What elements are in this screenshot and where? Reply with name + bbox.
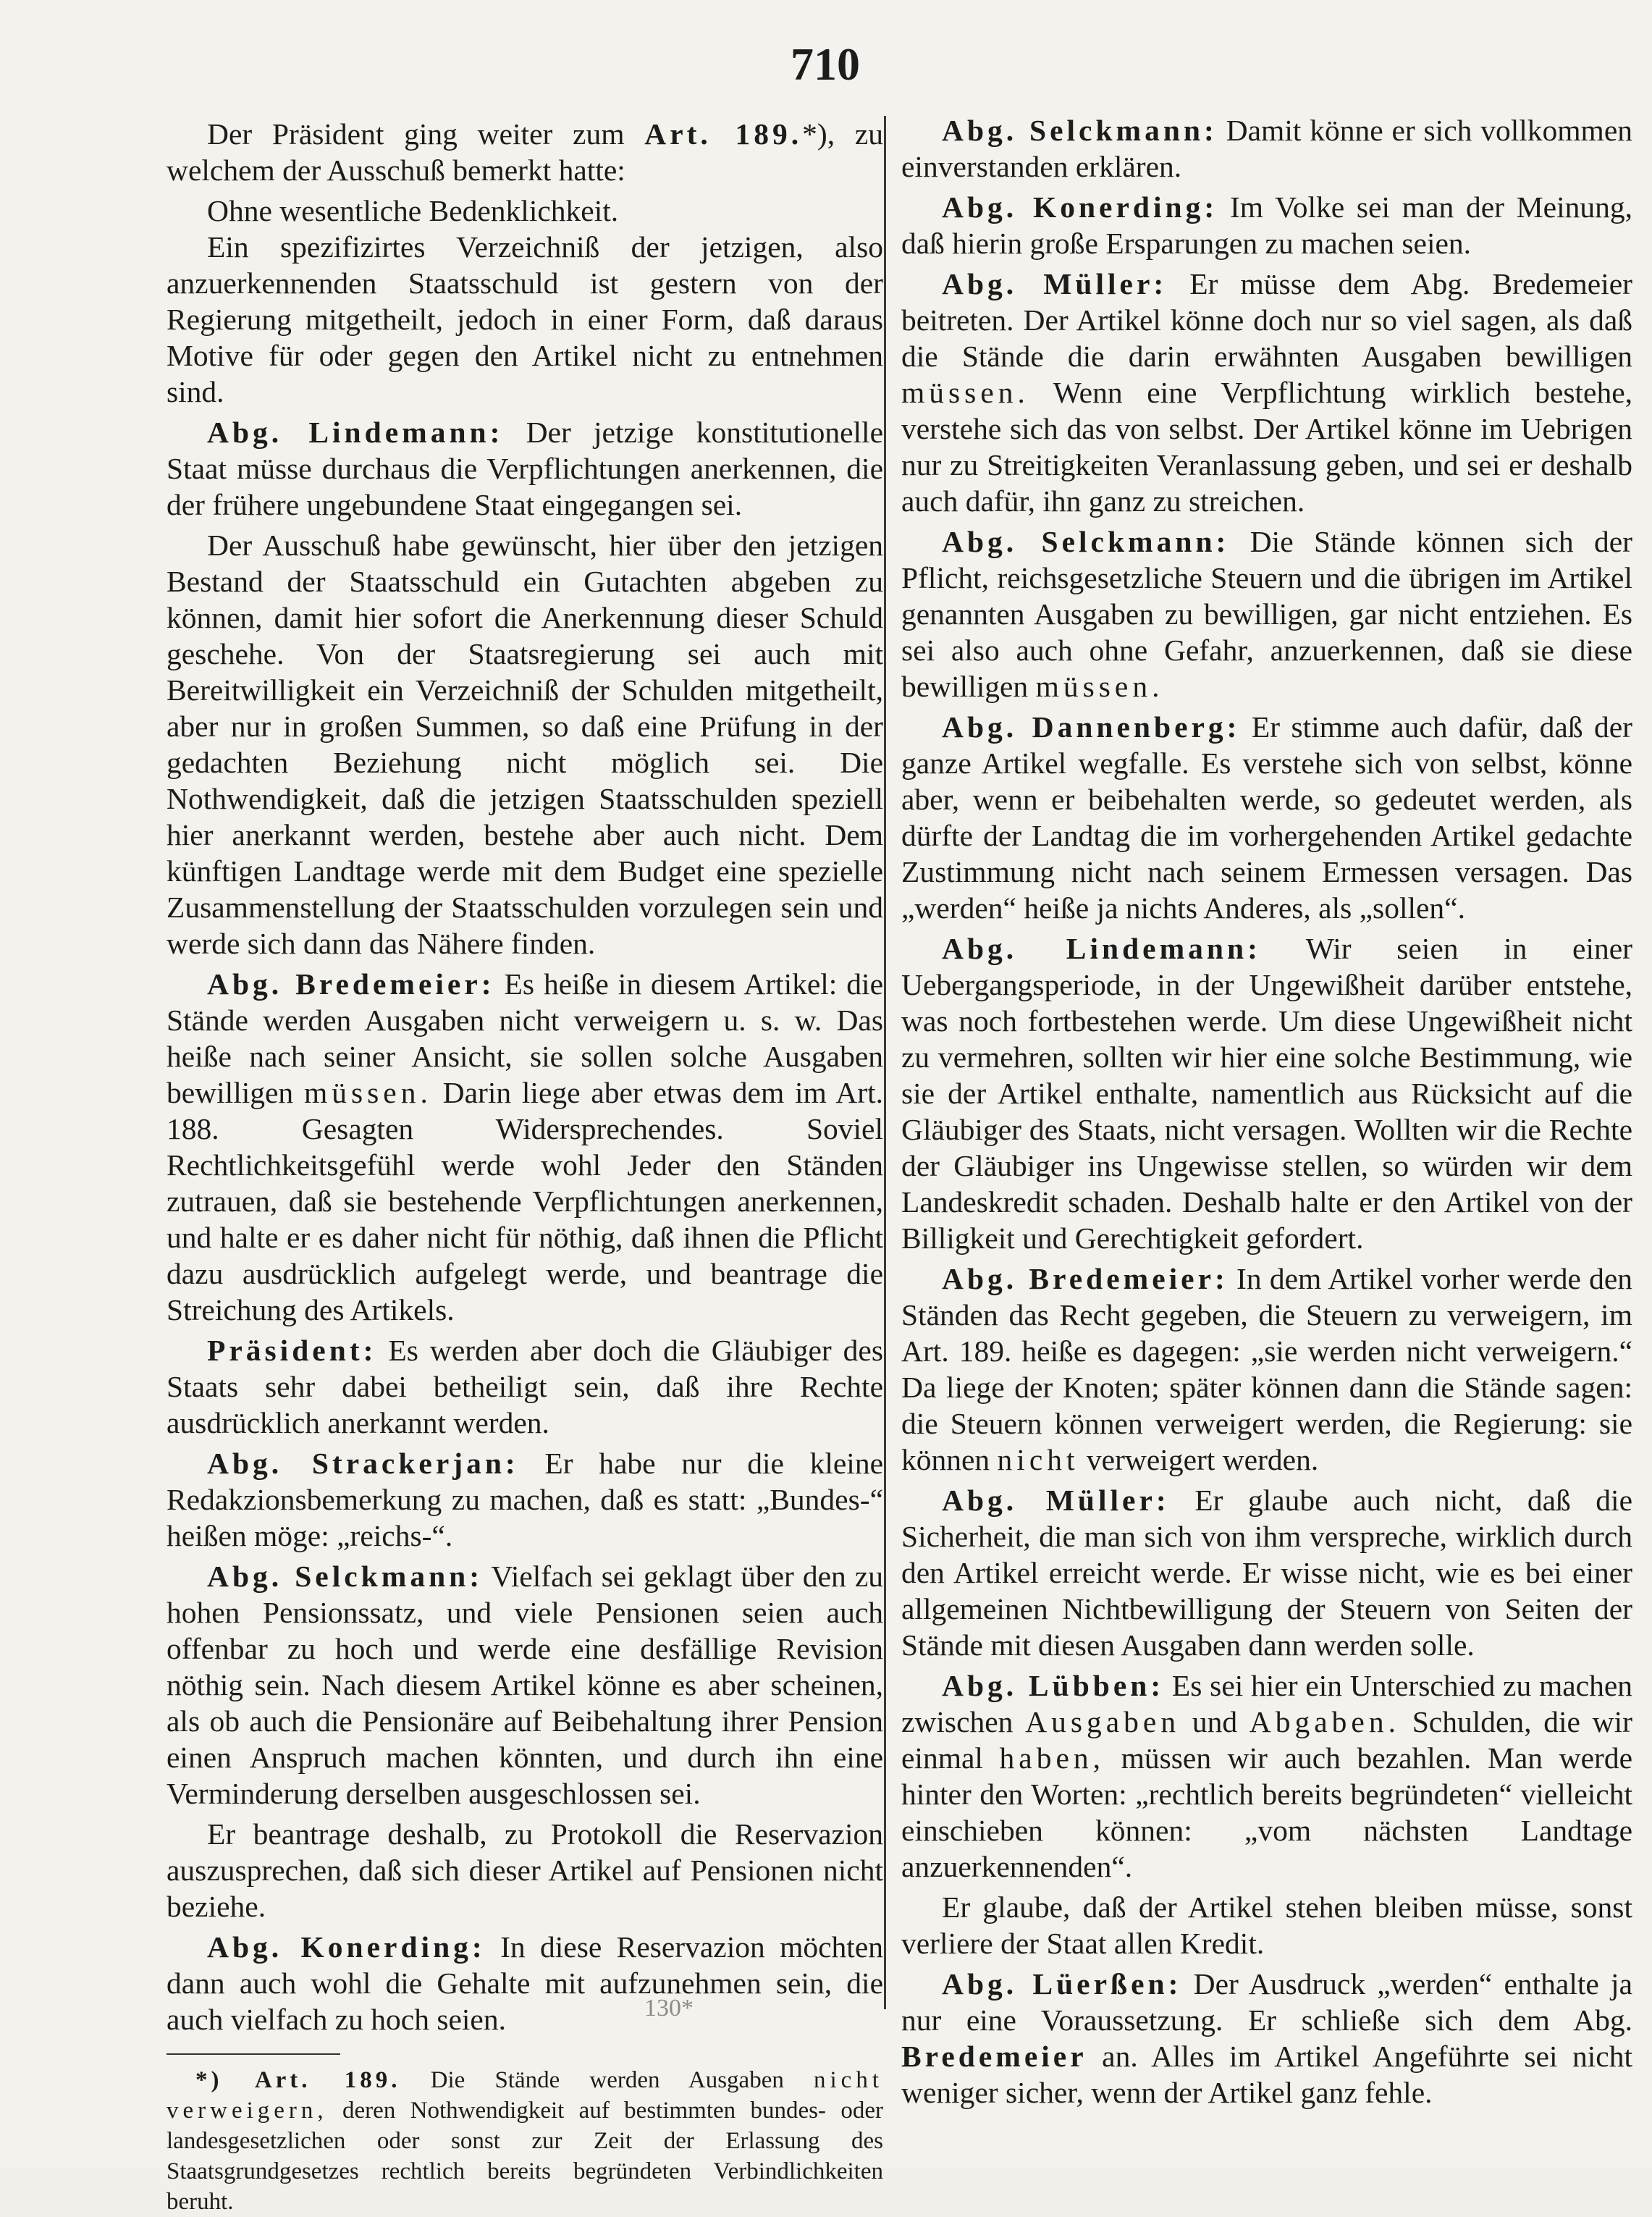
speaker-name: Abg. Selckmann: [942, 525, 1230, 558]
speaker-name: Abg. Strackerjan: [207, 1447, 519, 1480]
emphasis: Ausgaben [1025, 1705, 1181, 1738]
speech-paragraph: Abg. Dannenberg: Er stimme auch dafür, daß der ganze Artikel wegfalle. Es verstehe sich von selbst, könne aber, wenn er beibehalten werde, so gedeutet werden, als dürfte der Landtag die im vorhergehenden Artikel gedachte Zustimmung nicht nach seinem Ermessen versagen. Das „werden“ heiße ja nichts Anderes, als „sollen“. [901, 710, 1632, 925]
emphasis: Abgaben. [1249, 1705, 1400, 1738]
paragraph: Er beantrage deshalb, zu Protokoll die Reservazion auszusprechen, daß sich dieser Artikel auf Pensionen nicht beziehe. [167, 1817, 883, 1923]
emphasis: nicht verweigern, [167, 2067, 883, 2124]
page-number: 710 [791, 38, 860, 90]
speaker-name: Abg. Bredemeier: [207, 967, 495, 1001]
speech-paragraph: Präsident: Es werden aber doch die Gläubiger des Staats sehr dabei betheiligt sein, daß ihre Rechte ausdrücklich anerkannt werden. [167, 1334, 883, 1439]
paragraph: Der Präsident ging weiter zum Art. 189.*), zu welchem der Ausschuß bemerkt hatte: [167, 117, 883, 187]
speaker-name: Abg. Lüerßen: [942, 1967, 1182, 2001]
speaker-name: Abg. Konerding: [207, 1930, 486, 1964]
speech-paragraph: Abg. Selckmann: Die Stände können sich der Pflicht, reichsgesetzliche Steuern und die übrigen im Artikel genannten Ausgaben zu bewilligen, gar nicht entziehen. Es sei also auch ohne Gefahr, anzuerkennen, daß sie diese bewilligen müssen. [901, 525, 1632, 703]
speech-paragraph: Abg. Lindemann: Der jetzige konstitutionelle Staat müsse durchaus die Verpflichtungen anerkennen, die der frühere ungebundene Staat eingegangen sei. [167, 416, 883, 521]
paragraph: Ein spezifizirtes Verzeichniß der jetzigen, also anzuerkennenden Staatsschuld ist gestern von der Regierung mitgetheilt, jedoch in einer Form, daß daraus Motive für oder gegen den Artikel nicht zu entnehmen sind. [167, 230, 883, 408]
speaker-name: Abg. Selckmann: [207, 1560, 484, 1593]
right-column [901, 112, 1632, 2115]
footnote-divider [167, 2053, 340, 2055]
emphasis: müssen. [303, 1076, 432, 1109]
speech-paragraph: Abg. Müller: Er müsse dem Abg. Bredemeier beitreten. Der Artikel könne doch nur so viel sagen, als daß die Stände die darin erwähnten Ausgaben bewilligen müssen. Wenn eine Verpflichtung wirklich bestehe, verstehe sich das von selbst. Der Artikel könne im Uebrigen nur zu Streitigkeiten Veranlassung geben, und sei er deshalb auch dafür, ihn ganz zu streichen. [901, 267, 1633, 518]
speaker-name: Abg. Dannenberg: [942, 710, 1241, 744]
emphasis: haben, [999, 1741, 1105, 1775]
paragraph: Ohne wesentliche Bedenklichkeit. [207, 194, 619, 227]
column-divider [884, 116, 886, 2009]
left-column [167, 116, 883, 2217]
speech-paragraph: Abg. Lübben: Es sei hier ein Unterschied zu machen zwischen Ausgaben und Abgaben. Schulden, die wir einmal haben, müssen wir auch bezahlen. Man werde hinter den Worten: „rechtlich bereits begründeten“ vielleicht einschieben können: „vom nächsten Landtage anzuerkennenden“. [901, 1669, 1632, 1883]
speech-paragraph: Abg. Lindemann: Wir seien in einer Uebergangsperiode, in der Ungewißheit darüber entstehe, was noch fortbestehen werde. Um diese Ungewißheit nicht zu vermehren, sollten wir hier eine solche Bestimmung, wie sie der Artikel enthalte, namentlich aus Rücksicht auf die Gläubiger des Staats, nicht versagen. Wollten wir die Rechte der Gläubiger ins Ungewisse stellen, so würden wir dem Landeskredit schaden. Deshalb halte er den Artikel von der Billigkeit und Gerechtigkeit gefordert. [901, 932, 1632, 1255]
article-reference: Art. 189. [644, 117, 803, 151]
speech-paragraph: Abg. Konerding: Im Volke sei man der Meinung, daß hierin große Ersparungen zu machen seien. [901, 190, 1633, 260]
emphasis: müssen. [901, 376, 1029, 409]
emphasis: müssen. [1035, 670, 1164, 703]
speech-paragraph: Abg. Bredemeier: In dem Artikel vorher werde den Ständen das Recht gegeben, die Steuern zu verweigern, im Art. 189. heiße es dagegen: „sie werden nicht verweigern.“ Da liege der Knoten; später können dann die Stände sagen: die Steuern können verweigert werden, die Regierung: sie können nicht verweigert werden. [901, 1262, 1633, 1476]
speaker-name: Abg. Müller: [942, 1484, 1170, 1517]
speaker-name: Abg. Lindemann: [942, 932, 1261, 965]
paragraph: Er glaube, daß der Artikel stehen bleiben müsse, sonst verliere der Staat allen Kredit. [901, 1890, 1632, 1960]
emphasis: nicht [997, 1443, 1079, 1476]
speech-paragraph: Abg. Bredemeier: Es heiße in diesem Artikel: die Stände werden Ausgaben nicht verweigern u. s. w. Das heiße nach seiner Ansicht, sie sollen solche Ausgaben bewilligen müssen. Darin liege aber etwas dem im Art. 188. Gesagten Widersprechendes. Soviel Rechtlichkeitsgefühl werde wohl Jeder den Ständen zutrauen, daß sie bestehende Verpflichtungen anerkennen, und halte er es daher nicht für nöthig, daß ihnen die Pflicht dazu ausdrücklich aufgelegt werde, und beantrage die Streichung des Artikels. [167, 967, 884, 1326]
speech-paragraph: Abg. Konerding: In diese Reservazion möchten dann auch wohl die Gehalte mit aufzunehmen sein, die auch vielfach zu hoch seien. [167, 1930, 883, 2036]
speaker-name: Abg. Konerding: [942, 190, 1218, 224]
speech-paragraph: Abg. Strackerjan: Er habe nur die kleine Redakzionsbemerkung zu machen, daß es statt: „Bundes-“ heißen möge: „reichs-“. [167, 1447, 883, 1552]
signature-mark: 130* [644, 1995, 694, 2022]
speech-paragraph: Abg. Lüerßen: Der Ausdruck „werden“ enthalte ja nur eine Voraussetzung. Er schließe sich dem Abg. Bredemeier an. Alles im Artikel Angeführte sei nicht weniger sicher, wenn der Artikel ganz fehle. [901, 1967, 1632, 2109]
speaker-name: Abg. Selckmann: [942, 114, 1218, 147]
speaker-name: Abg. Lindemann: [207, 416, 504, 449]
speaker-name: Abg. Lübben: [942, 1669, 1165, 1702]
footnote: *) Art. 189. Die Stände werden Ausgaben nicht verweigern, deren Nothwendigkeit auf bestimmten bundes- oder landesgesetzlichen oder sonst zur Zeit der Erlassung des Staatsgrundgesetzes rechtlich bereits begründeten Verbindlichkeiten beruht. [167, 2067, 883, 2215]
emphasis: Bredemeier [901, 2040, 1087, 2073]
speaker-name: Abg. Bredemeier: [942, 1262, 1229, 1295]
paragraph: Der Ausschuß habe gewünscht, hier über den jetzigen Bestand der Staatsschuld ein Gutachten abgeben zu können, damit hier sofort die Anerkennung dieser Schuld geschehe. Von der Staatsregierung sei auch mit Bereitwilligkeit ein Verzeichniß der Schulden mitgetheilt, aber nur in großen Summen, so daß eine Prüfung in der gedachten Beziehung nicht möglich sei. Die Nothwendigkeit, daß die jetzigen Staatsschulden speziell hier anerkannt werden, bestehe aber auch nicht. Dem künftigen Landtage werde mit dem Budget eine spezielle Zusammenstellung der Staatsschulden vorzulegen sein und werde sich dann das Nähere finden. [167, 529, 883, 960]
speaker-name: Präsident: [207, 1334, 377, 1367]
speech-paragraph: Abg. Müller: Er glaube auch nicht, daß die Sicherheit, die man sich von ihm verspreche, wirklich durch den Artikel erreicht werde. Er wisse nicht, wie es bei einer allgemeinen Nichtbewilligung der Steuern von Seiten der Stände mit diesen Ausgaben dann werden solle. [901, 1484, 1632, 1662]
speech-paragraph: Abg. Selckmann: Vielfach sei geklagt über den zu hohen Pensionssatz, und viele Pensionen seien auch offenbar zu hoch und werde eine desfällige Revision nöthig sein. Nach diesem Artikel könne es aber scheinen, als ob auch die Pensionäre auf Beibehaltung ihrer Pension einen Anspruch machen könnten, und durch ihn eine Verminderung derselben ausgeschlossen sei. [167, 1560, 883, 1810]
speaker-name: Abg. Müller: [942, 267, 1168, 300]
speech-paragraph: Abg. Selckmann: Damit könne er sich vollkommen einverstanden erklären. [901, 114, 1632, 183]
